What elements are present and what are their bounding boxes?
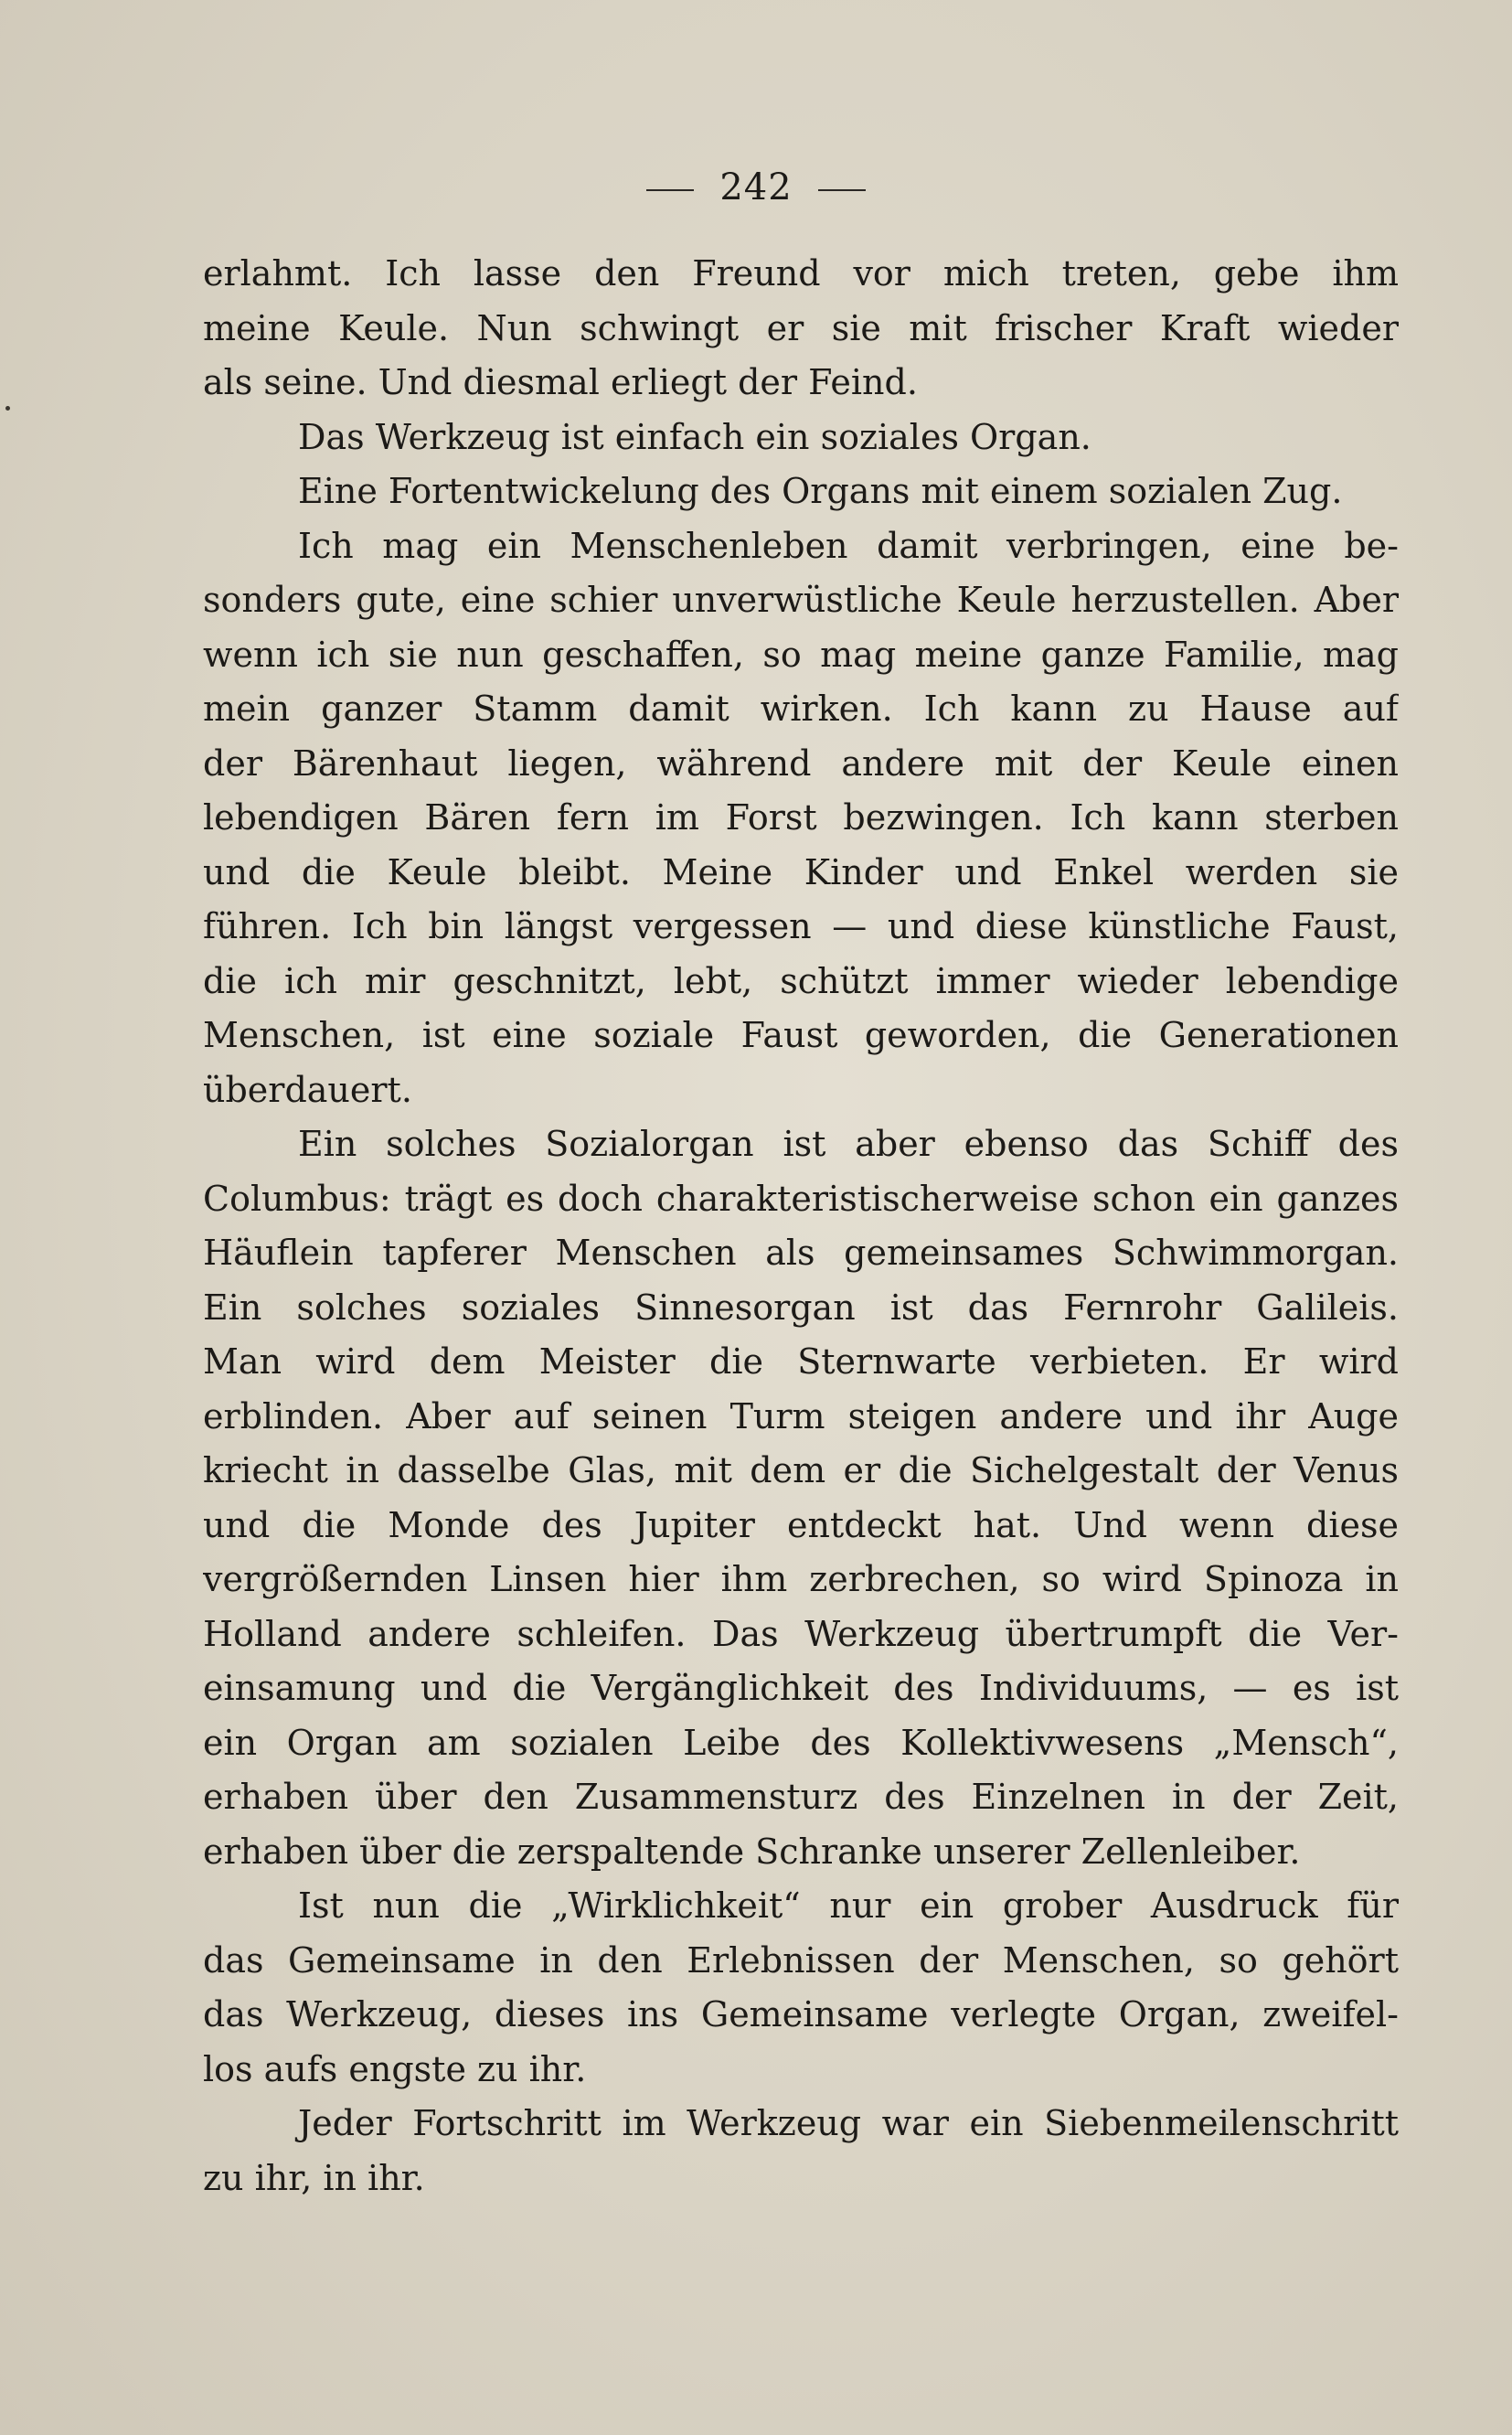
text-line: vergrößernden Linsen hier ihm zerbrechen, so wird Spinoza in [203, 1559, 1399, 1599]
page-number-value: 242 [719, 166, 793, 208]
text-line: ein Organ am sozialen Leibe des Kollektivwesens „Mensch“, [203, 1722, 1399, 1763]
text-line: und die Keule bleibt. Meine Kinder und Enkel werden sie [203, 851, 1399, 892]
text-line: Ein solches soziales Sinnesorgan ist das Fernrohr Galileis. [203, 1287, 1399, 1328]
text-line: einsamung und die Vergänglichkeit des Individuums, — es ist [203, 1668, 1399, 1708]
text-line: Eine Fortentwickelung des Organs mit einem sozialen Zug. [298, 471, 1343, 511]
text-line: der Bärenhaut liegen, während andere mit der Keule einen [203, 742, 1399, 784]
text-line: erhaben über den Zusammensturz des Einzelnen in der Zeit, [203, 1777, 1399, 1817]
text-line: Das Werkzeug ist einfach ein soziales Organ. [298, 416, 1091, 457]
text-line: los aufs engste zu ihr. [203, 2048, 587, 2089]
text-line: Columbus: trägt es doch charakteristischerweise schon ein ganzes [203, 1178, 1399, 1219]
text-line: als seine. Und diesmal erliegt der Feind. [203, 362, 918, 402]
text-line: mein ganzer Stamm damit wirken. Ich kann zu Hause auf [203, 689, 1399, 729]
text-line: Man wird dem Meister die Sternwarte verbieten. Er wird [203, 1341, 1399, 1382]
text-line: Ist nun die „Wirklichkeit“ nur ein grober Ausdruck für [298, 1885, 1399, 1926]
text-line: überdauert. [203, 1069, 412, 1110]
body-text [203, 247, 1399, 2205]
text-line: Jeder Fortschritt im Werkzeug war ein Siebenmeilenschritt [298, 2103, 1399, 2143]
text-line: das Gemeinsame in den Erlebnissen der Menschen, so gehört [203, 1939, 1399, 1981]
text-line: die ich mir geschnitzt, lebt, schützt immer wieder lebendige [203, 960, 1399, 1001]
text-line: meine Keule. Nun schwingt er sie mit frischer Kraft wieder [203, 307, 1399, 348]
text-line: Menschen, ist eine soziale Faust geworden, die Generationen [203, 1015, 1399, 1055]
text-line: sonders gute, eine schier unverwüstliche Keule herzustellen. Aber [203, 580, 1399, 620]
text-line: erlahmt. Ich lasse den Freund vor mich treten, gebe ihm [203, 253, 1399, 294]
text-line: Häuflein tapferer Menschen als gemeinsames Schwimmorgan. [203, 1233, 1399, 1273]
text-line: zu ihr, in ihr. [203, 2157, 425, 2198]
text-line: und die Monde des Jupiter entdeckt hat. Und wenn diese [203, 1504, 1399, 1545]
page-number-dash-left [646, 189, 694, 191]
text-line: erblinden. Aber auf seinen Turm steigen andere und ihr Auge [203, 1395, 1399, 1436]
text-line: das Werkzeug, dieses ins Gemeinsame verlegte Organ, zweifel- [203, 1994, 1399, 2035]
text-line: wenn ich sie nun geschaffen, so mag meine ganze Familie, mag [203, 634, 1399, 675]
text-line: erhaben über die zerspaltende Schranke unserer Zellenleiber. [203, 1831, 1301, 1872]
text-line: führen. Ich bin längst vergessen — und diese künstliche Faust, [203, 906, 1399, 946]
text-line: Ich mag ein Menschenleben damit verbringen, eine be- [298, 525, 1399, 566]
text-line: kriecht in dasselbe Glas, mit dem er die Sichelgestalt der Venus [203, 1450, 1399, 1490]
text-line: Holland andere schleifen. Das Werkzeug übertrumpft die Ver- [203, 1613, 1399, 1654]
page-number-dash-right [818, 189, 866, 191]
text-line: lebendigen Bären fern im Forst bezwingen. Ich kann sterben [203, 797, 1399, 838]
page-number [0, 166, 1512, 208]
paper-speck [5, 406, 10, 411]
text-line: Ein solches Sozialorgan ist aber ebenso das Schiff des [298, 1124, 1399, 1164]
